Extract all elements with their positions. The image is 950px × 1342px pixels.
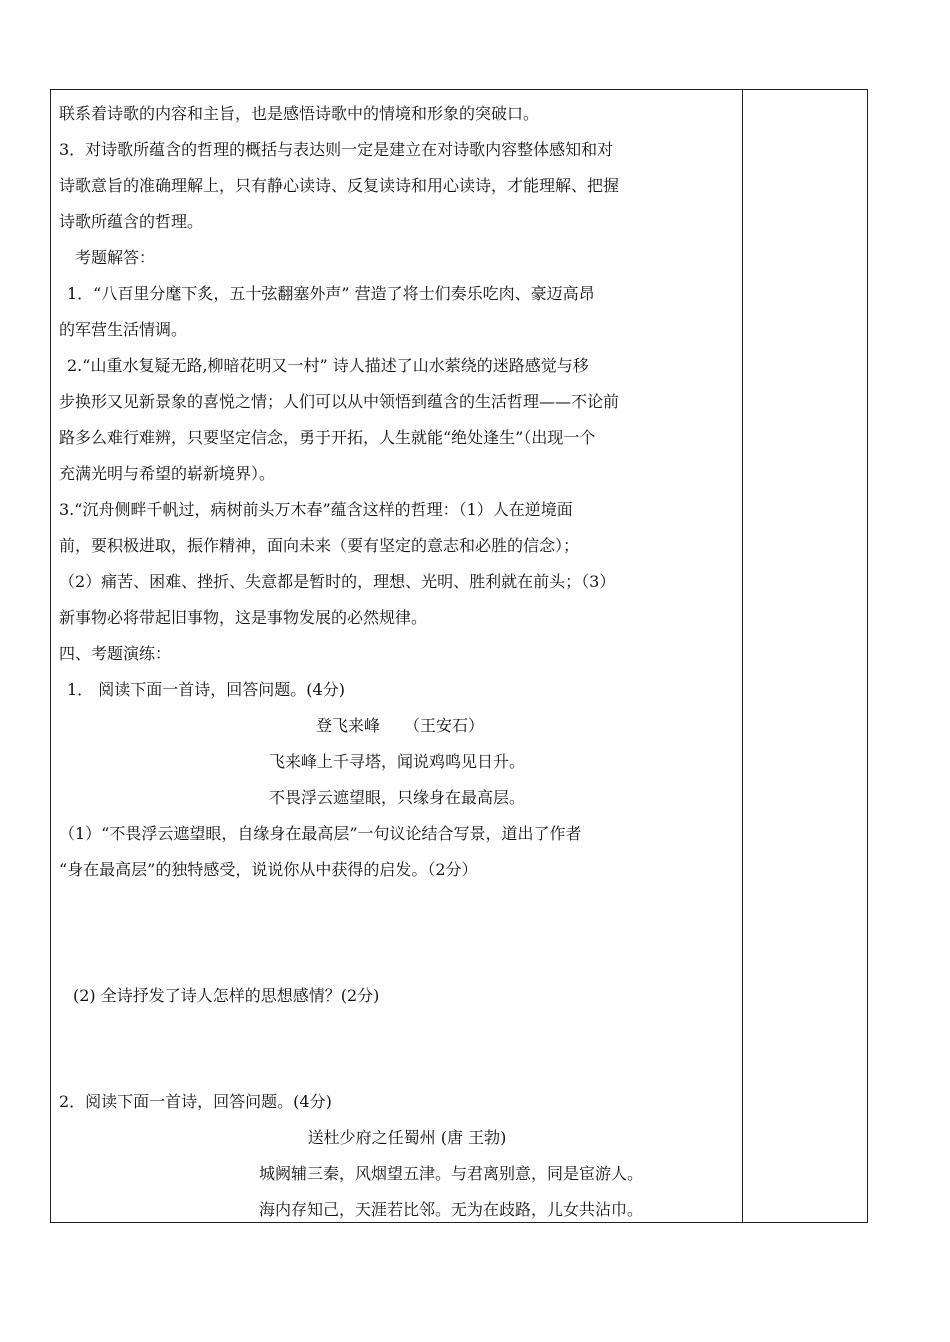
table-frame (50, 89, 868, 1223)
poem-1-line: 飞来峰上千寻塔，闻说鸡鸣见日升。 (268, 752, 525, 771)
text-line: 前，要积极进取，振作精神，面向未来（要有坚定的意志和必胜的信念）； (59, 536, 580, 555)
poem-2-title: 送杜少府之任蜀州 (唐 王勃) (307, 1128, 507, 1147)
question-1-1-cont: “身在最高层”的独特感受，说说你从中获得的启发。（2分） (59, 860, 478, 879)
answer-space (59, 888, 735, 978)
text-line: 联系着诗歌的内容和主旨，也是感悟诗歌中的情境和形象的突破口。 (59, 104, 540, 123)
poem-1-line: 不畏浮云遮望眼，只缘身在最高层。 (268, 788, 525, 807)
poem-1-title: 登飞来峰 （王安石） (315, 716, 484, 735)
text-line: 诗歌意旨的准确理解上，只有静心读诗、反复读诗和用心读诗，才能理解、把握 (59, 176, 620, 195)
text-line: 充满光明与希望的崭新境界）。 (59, 464, 276, 483)
question-1-1: （1）“不畏浮云遮望眼，自缘身在最高层”一句议论结合写景，道出了作者 (59, 824, 582, 843)
text-line: 诗歌所蕴含的哲理。 (59, 212, 204, 231)
question-1-2: (2) 全诗抒发了诗人怎样的思想感情？(2分) (73, 986, 380, 1005)
text-line: 2.“山重水复疑无路,柳暗花明又一村” 诗人描述了山水萦绕的迷路感觉与移 (67, 356, 589, 375)
text-line: 的军营生活情调。 (59, 320, 188, 339)
section-heading: 考题解答： (59, 248, 156, 267)
text-line: 1．“八百里分麾下炙，五十弦翻塞外声” 营造了将士们奏乐吃肉、豪迈高昂 (67, 284, 595, 303)
main-content (59, 96, 735, 1228)
text-line: 步换形又见新景象的喜悦之情；人们可以从中领悟到蕴含的生活哲理——不论前 (59, 392, 620, 411)
answer-space (59, 1014, 735, 1084)
question-2-intro: 2．阅读下面一首诗，回答问题。(4分) (59, 1092, 332, 1111)
poem-2-line: 城阙辅三秦，风烟望五津。与君离别意，同是宦游人。 (259, 1164, 644, 1183)
notes-column (743, 90, 867, 1222)
question-1-intro: 1． 阅读下面一首诗，回答问题。(4分) (67, 680, 345, 699)
text-line: 3．对诗歌所蕴含的哲理的概括与表达则一定是建立在对诗歌内容整体感知和对 (59, 140, 614, 159)
text-line: 路多么难行难辨，只要坚定信念，勇于开拓，人生就能“绝处逢生”（出现一个 (59, 428, 596, 447)
poem-2-line: 海内存知己，天涯若比邻。无为在歧路，儿女共沾巾。 (259, 1200, 644, 1219)
text-line: 3.“沉舟侧畔千帆过，病树前头万木春”蕴含这样的哲理：（1）人在逆境面 (59, 500, 573, 519)
section-heading: 四、考题演练： (59, 644, 172, 663)
text-line: 新事物必将带起旧事物，这是事物发展的必然规律。 (59, 608, 428, 627)
text-line: （2）痛苦、困难、挫折、失意都是暂时的，理想、光明、胜利就在前头；（3） (59, 572, 616, 591)
